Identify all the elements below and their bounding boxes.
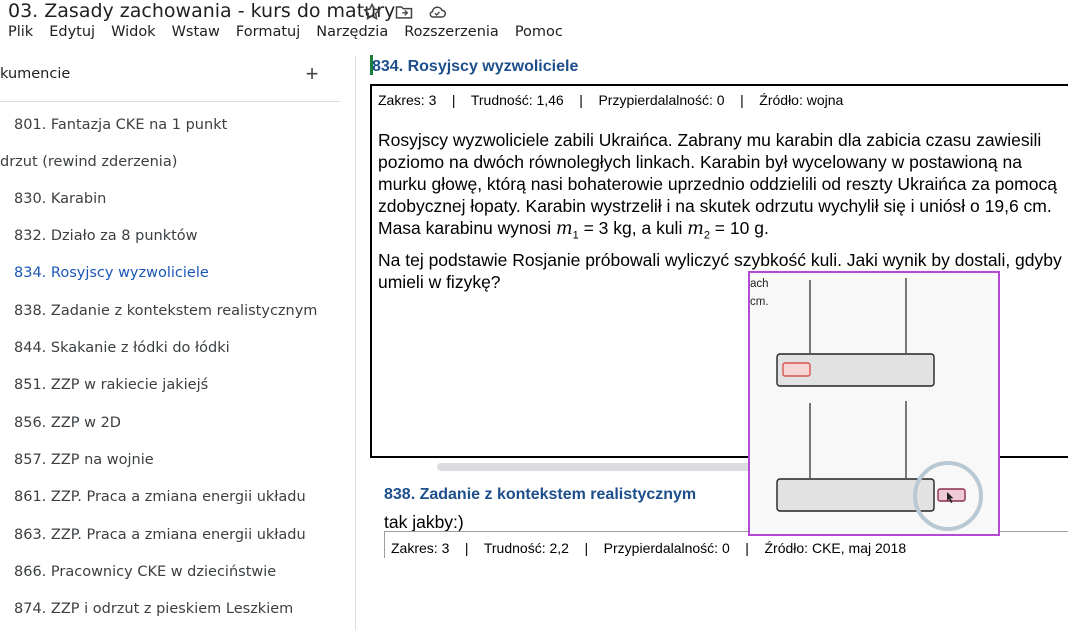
outline-item[interactable]: 838. Zadanie z kontekstem realistycznym bbox=[14, 303, 318, 319]
task-question-line: umieli w fizykę? bbox=[378, 272, 501, 292]
task-heading[interactable]: 834. Rosyjscy wyzwoliciele bbox=[372, 58, 579, 75]
outline-item[interactable]: 863. ZZP. Praca a zmiana energii układu bbox=[14, 527, 306, 543]
outline-item[interactable]: 856. ZZP w 2D bbox=[14, 415, 121, 431]
outline-item-active[interactable]: 834. Rosyjscy wyzwoliciele bbox=[14, 265, 209, 281]
menu-edit[interactable]: Edytuj bbox=[49, 24, 96, 40]
task-meta: Zakres: 3 | Trudność: 1,46 | Przypierdalalność: 0 | Źródło: wojna bbox=[378, 92, 844, 108]
horizontal-scrollbar[interactable] bbox=[437, 463, 757, 471]
outline-item[interactable]: 874. ZZP i odrzut z pieskiem Leszkiem bbox=[14, 601, 294, 617]
outline-item[interactable]: 830. Karabin bbox=[14, 191, 107, 207]
bullet-lower bbox=[938, 489, 965, 501]
menu-format[interactable]: Formatuj bbox=[235, 24, 301, 40]
add-tab-button[interactable]: + bbox=[305, 61, 319, 86]
task-text-line: zdobycznej łopaty. Karabin wystrzelił i na skutek odrzutu wychylił się i uniósł o 19,6 cm. bbox=[378, 196, 1052, 216]
menu-bar bbox=[8, 24, 579, 42]
bullet-upper bbox=[783, 363, 810, 376]
task-question-line: Na tej podstawie Rosjanie próbowali wyliczyć szybkość kuli. Jaki wynik by dostali, gdyby bbox=[378, 250, 1062, 270]
outline-item[interactable]: 851. ZZP w rakiecie jakiejś bbox=[14, 377, 209, 393]
outline-item[interactable]: 801. Fantazja CKE na 1 punkt bbox=[14, 117, 228, 133]
outline-heading: kumencie bbox=[0, 66, 71, 82]
outline-item[interactable]: drzut (rewind zderzenia) bbox=[0, 154, 178, 170]
outline-item[interactable]: 866. Pracownicy CKE w dzieciństwie bbox=[14, 564, 277, 580]
menu-insert[interactable]: Wstaw bbox=[171, 24, 220, 40]
menu-tools[interactable]: Narzędzia bbox=[316, 24, 389, 40]
menu-file[interactable]: Plik bbox=[8, 24, 34, 40]
star-icon[interactable] bbox=[362, 2, 382, 22]
outline-item[interactable]: 844. Skakanie z łódki do łódki bbox=[14, 340, 230, 356]
rifle-diagram bbox=[750, 273, 998, 534]
menu-extensions[interactable]: Rozszerzenia bbox=[404, 24, 499, 40]
outline-item[interactable]: 857. ZZP na wojnie bbox=[14, 452, 154, 468]
sidebar-border bbox=[355, 56, 356, 630]
document-title[interactable]: 03. Zasady zachowania - kurs do matury bbox=[8, 0, 396, 22]
sidebar-divider-line bbox=[0, 101, 340, 102]
task-text-line: murku głowę, którą nasi bohaterowie uprzednio oddzielili od reszty Ukraińca za pomocą bbox=[378, 174, 1057, 194]
task-intro: tak jakby:) bbox=[384, 512, 464, 532]
cloud-saved-icon[interactable] bbox=[427, 2, 447, 22]
rifle-lower bbox=[777, 479, 934, 511]
popup-text-fragment: ach bbox=[750, 278, 769, 290]
task-text-line: Rosyjscy wyzwoliciele zabili Ukraińca. Zabrany mu karabin dla zabicia czasu zawiesili bbox=[378, 130, 1042, 150]
popup-text-fragment: cm. bbox=[750, 296, 769, 308]
m1-symbol: m bbox=[556, 219, 573, 239]
animation-popup[interactable] bbox=[748, 271, 1000, 536]
outline-item[interactable]: 832. Działo za 8 punktów bbox=[14, 228, 198, 244]
task-mass-line: Masa karabinu wynosi $m_1 = 3$ kg, a kuli $m_2 = 10$ g. bbox=[378, 218, 769, 242]
task-text-line: poziomo na dwóch równoległych linkach. Karabin był wycelowany w postawioną na bbox=[378, 152, 1022, 172]
move-to-folder-icon[interactable] bbox=[394, 2, 414, 22]
m2-symbol: m bbox=[687, 219, 704, 239]
outline-item[interactable]: 861. ZZP. Praca a zmiana energii układu bbox=[14, 489, 306, 505]
menu-help[interactable]: Pomoc bbox=[514, 24, 563, 40]
task-heading[interactable]: 838. Zadanie z kontekstem realistycznym bbox=[384, 486, 697, 503]
task-meta: Zakres: 3 | Trudność: 2,2 | Przypierdalalność: 0 | Źródło: CKE, maj 2018 bbox=[391, 540, 907, 556]
menu-view[interactable]: Widok bbox=[111, 24, 156, 40]
